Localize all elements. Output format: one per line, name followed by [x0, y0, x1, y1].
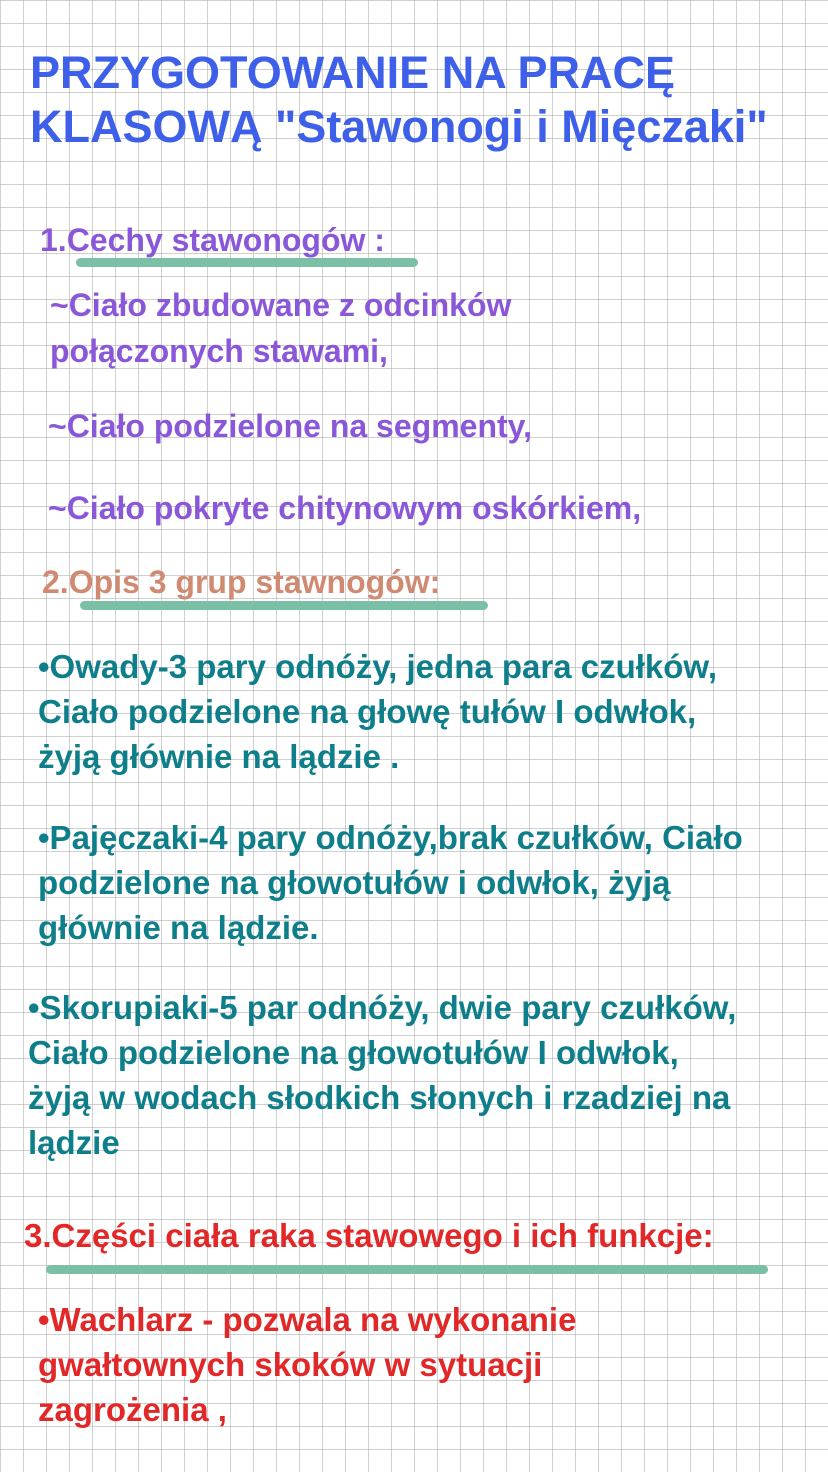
section-1-heading: 1.Cechy stawonogów : [40, 222, 385, 258]
section-1-underline [76, 258, 418, 267]
title-line-2: KLASOWĄ "Stawonogi i Mięczaki" [30, 101, 768, 152]
text-line: głównie na lądzie. [38, 909, 319, 946]
text-line: żyją głównie na lądzie . [38, 738, 400, 775]
text-line: zagrożenia , [38, 1391, 227, 1428]
section-2-underline [80, 601, 488, 610]
text-line: ~Ciało zbudowane z odcinków [50, 287, 512, 323]
text-line: •Pajęczaki-4 pary odnóży,brak czułków, Ciało [38, 819, 743, 856]
text-line: •Owady-3 pary odnóży, jedna para czułków, [38, 648, 718, 685]
section-3-underline [46, 1265, 768, 1274]
page-title [30, 46, 768, 154]
text-line: lądzie [28, 1124, 120, 1161]
text-line: ~Ciało pokryte chitynowym oskórkiem, [48, 490, 642, 526]
text-line: ~Ciało podzielone na segmenty, [48, 408, 532, 444]
section-2-heading: 2.Opis 3 grup stawnogów: [42, 564, 441, 600]
text-line: Ciało podzielone na głowę tułów I odwłok, [38, 693, 697, 730]
text-line: podzielone na głowotułów i odwłok, żyją [38, 864, 671, 901]
section-3-item-1 [38, 1297, 576, 1432]
section-2-item-1 [38, 644, 717, 779]
text-line: •Wachlarz - pozwala na wykonanie [38, 1301, 577, 1338]
section-1-item-1 [50, 282, 511, 374]
title-line-1: PRZYGOTOWANIE NA PRACĘ [30, 47, 676, 98]
text-line: żyją w wodach słodkich słonych i rzadziej na [28, 1079, 731, 1116]
text-line: Ciało podzielone na głowotułów I odwłok, [28, 1034, 679, 1071]
section-1-item-2 [48, 403, 532, 449]
section-3-heading: 3.Części ciała raka stawowego i ich funkcje: [24, 1217, 714, 1254]
text-line: •Skorupiaki-5 par odnóży, dwie pary czułków, [28, 989, 737, 1026]
text-line: gwałtownych skoków w sytuacji [38, 1346, 543, 1383]
text-line: połączonych stawami, [50, 333, 388, 369]
section-2-item-3 [28, 985, 736, 1165]
section-1-item-3 [48, 485, 641, 531]
section-2-item-2 [38, 815, 743, 950]
